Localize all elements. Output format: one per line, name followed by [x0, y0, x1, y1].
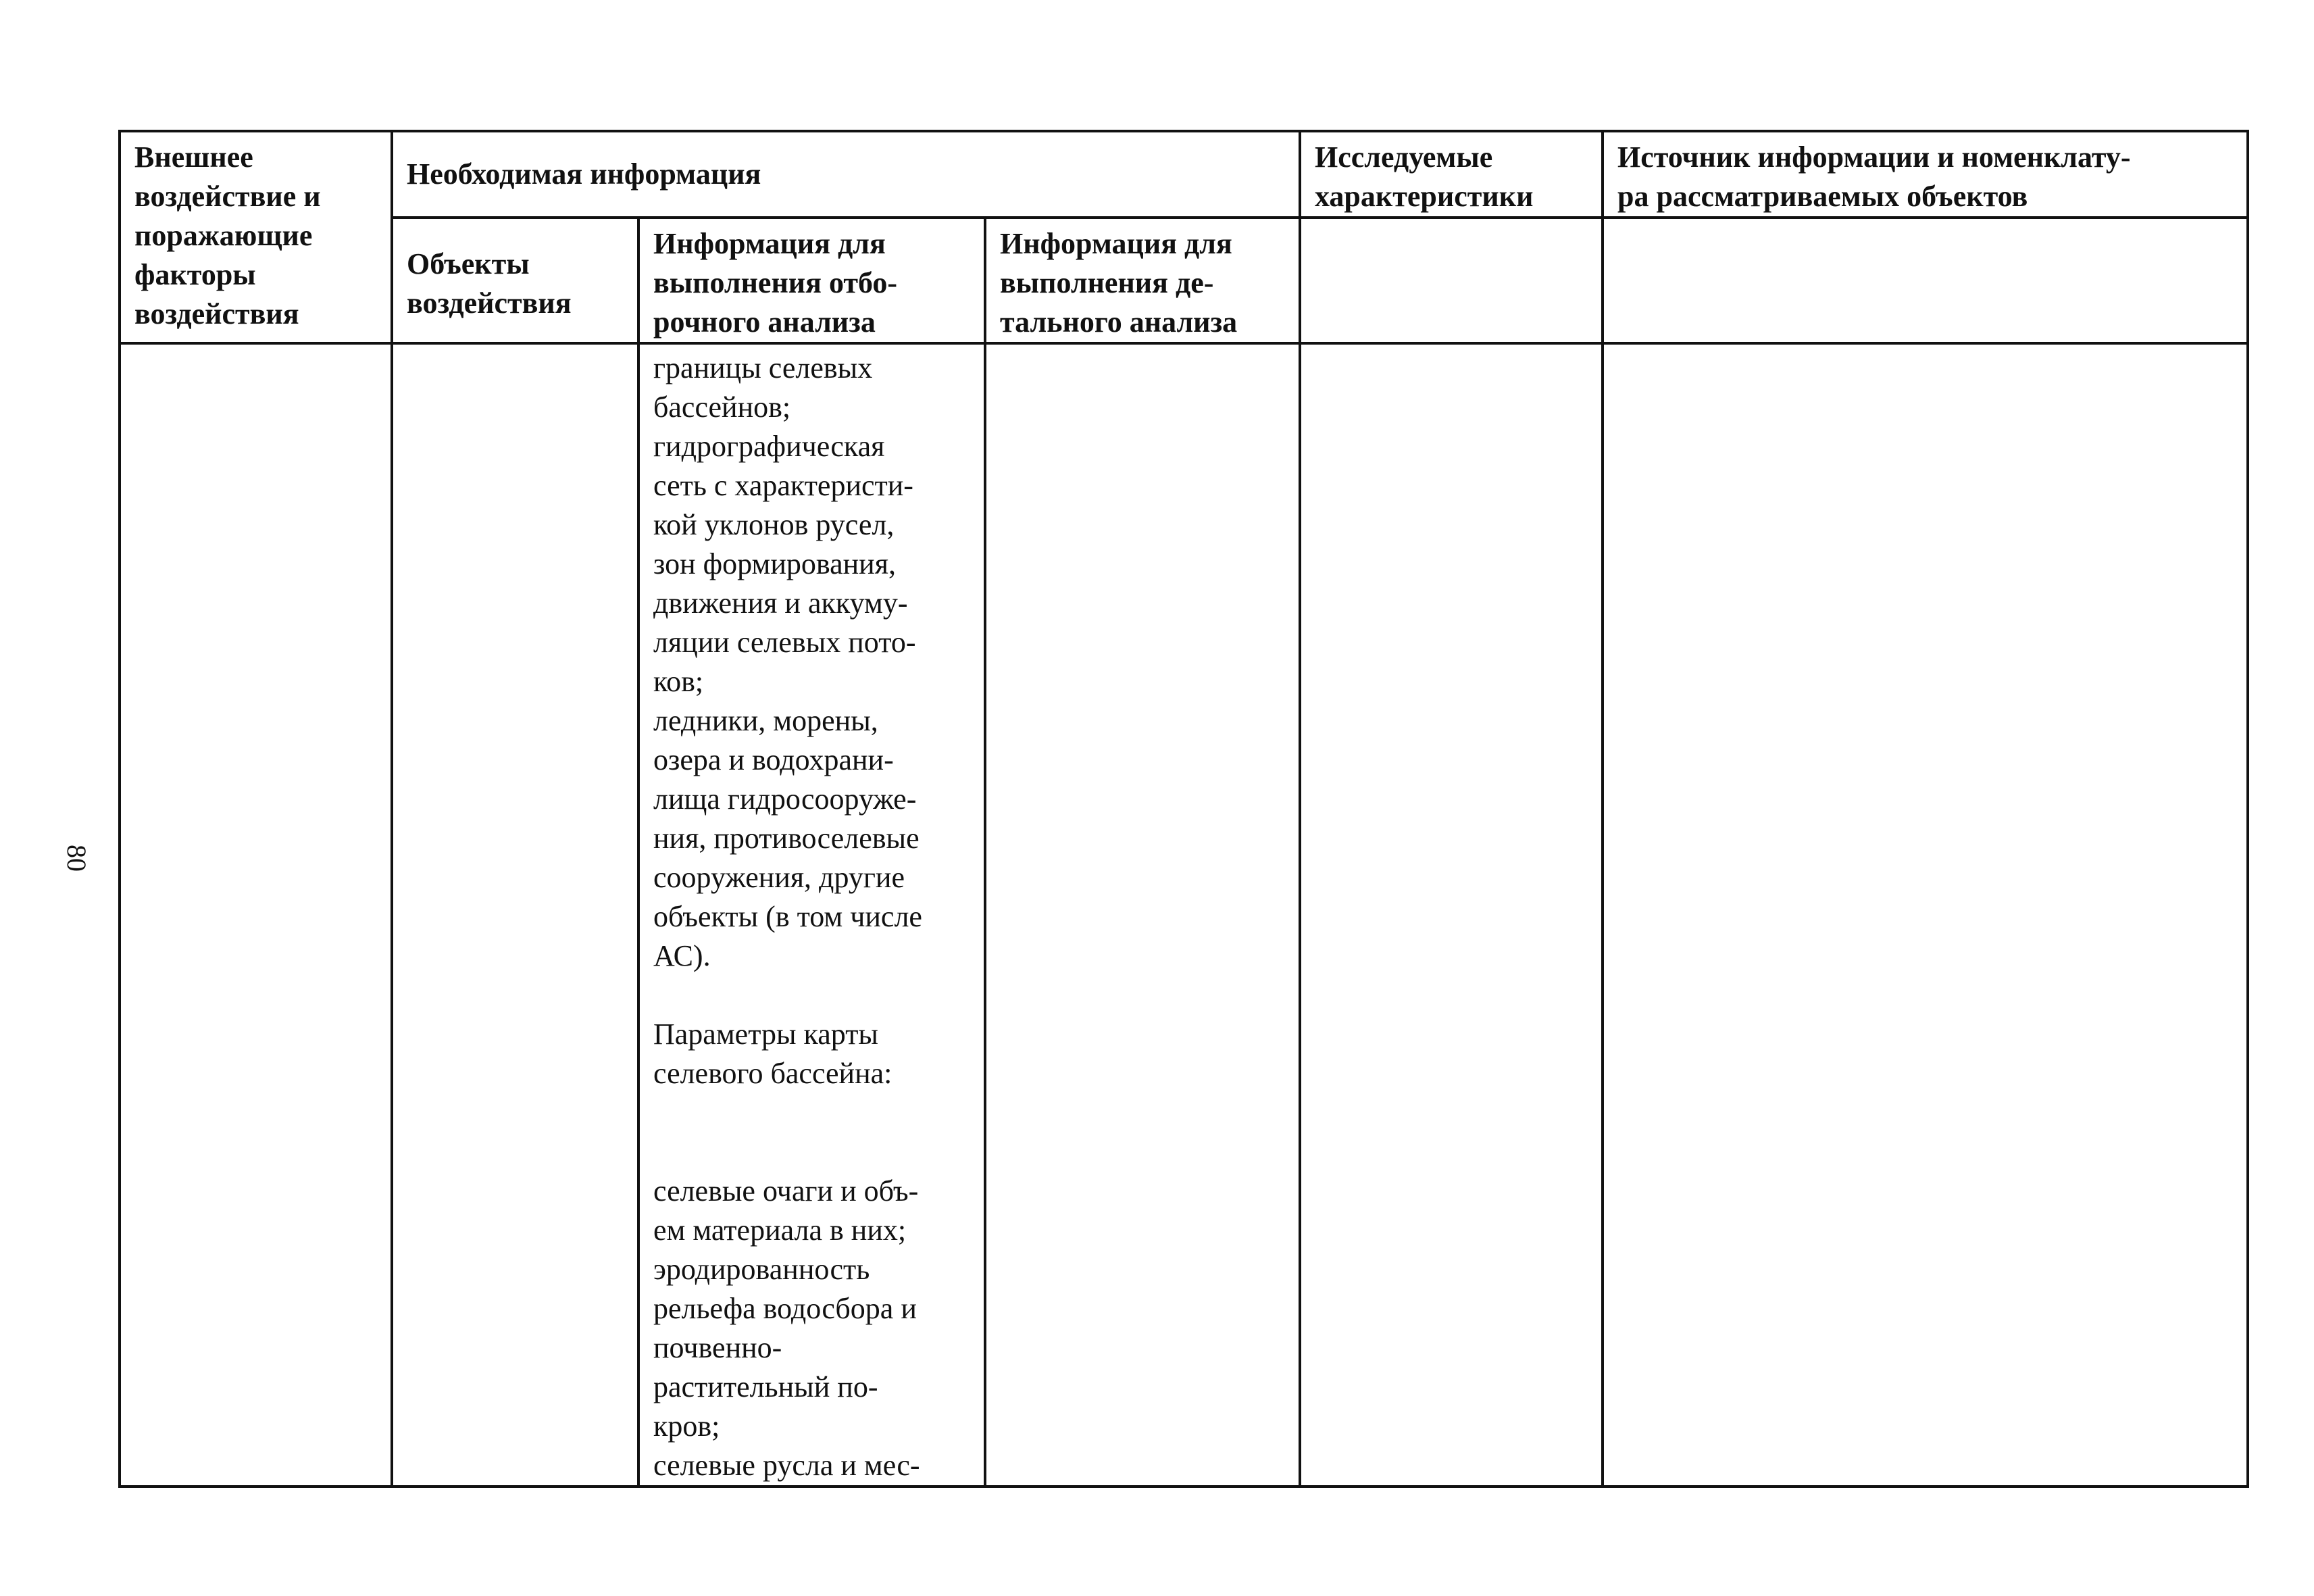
- header-detailed-info-cell: [985, 218, 1300, 343]
- requirements-table: [118, 130, 2249, 1488]
- header-detailed-info: Информация для выполнения де- тального анализа: [1000, 227, 1238, 339]
- header-researched-characteristics: Исследуемые характеристики: [1315, 141, 1534, 213]
- header-researched-characteristics-cell: [1300, 131, 1603, 218]
- header-empty-cell: [1603, 218, 2248, 343]
- row-screening-info: границы селевых бассейнов; гидрографическая сеть с характеристи- кой уклонов русел, зон формирования, движения и аккуму- ляции селевых пото- ков; ледники, морены, озера и водохрани- лища гидросооруже- ния, противоселевые сооружения, другие объекты (в том числе АС). Параметры карты селевого бассейна: селевые очаги и объ- ем материала в них; эродированность рельефа водосбора и почвенно- растительный по- кров; селевые русла и мес-: [653, 351, 922, 1482]
- header-external-impact: Внешнее воздействие и поражающие факторы воздействия: [134, 141, 321, 330]
- header-external-impact-cell: [120, 131, 392, 343]
- header-impact-objects-cell: [392, 218, 638, 343]
- page-number: 80: [61, 845, 92, 872]
- row-screening-info-cell: [638, 343, 985, 1487]
- header-required-info: Необходимая информация: [407, 157, 761, 191]
- row-detailed-info-cell: [985, 343, 1300, 1487]
- header-source-info-cell: [1603, 131, 2248, 218]
- row-source-info-cell: [1603, 343, 2248, 1487]
- header-screening-info: Информация для выполнения отбо- рочного анализа: [653, 227, 898, 339]
- row-researched-characteristics-cell: [1300, 343, 1603, 1487]
- header-screening-info-cell: [638, 218, 985, 343]
- header-required-info-cell: [392, 131, 1300, 218]
- row-external-impact-cell: [120, 343, 392, 1487]
- header-source-info: Источник информации и номенклату- ра рассматриваемых объектов: [1617, 141, 2131, 213]
- header-impact-objects: Объекты воздействия: [407, 247, 572, 320]
- header-empty-cell: [1300, 218, 1603, 343]
- row-impact-objects-cell: [392, 343, 638, 1487]
